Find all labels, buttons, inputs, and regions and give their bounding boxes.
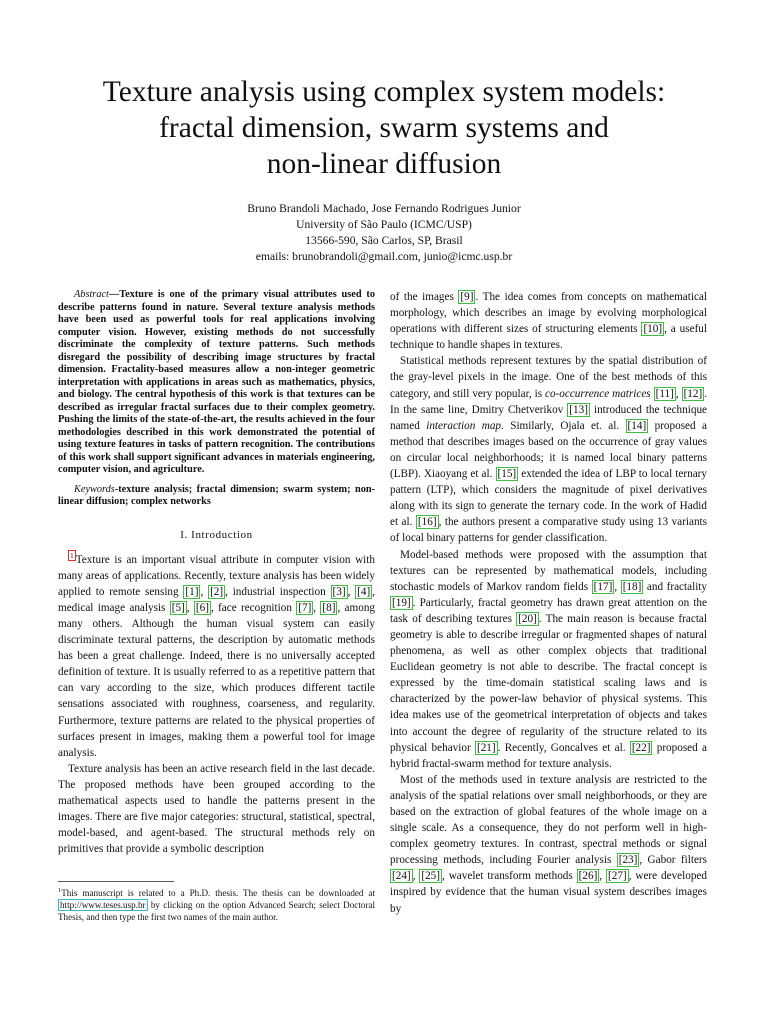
footnote-text: by clicking on the option Advanced Search; select Doctoral Thesis, and then type the first two names of the main author. (58, 899, 375, 922)
right-column (390, 289, 707, 917)
citation-link[interactable]: [21] (476, 741, 496, 754)
citation-link[interactable]: [4] (357, 585, 371, 598)
address: 13566-590, São Carlos, SP, Brasil (305, 234, 463, 247)
keywords (58, 484, 375, 509)
body-text: . Similarly, Ojala et. al. (501, 419, 626, 432)
body-text: , (614, 580, 621, 593)
citation-link[interactable]: [1] (185, 585, 199, 598)
emails: emails: brunobrandoli@gmail.com, junio@icmc.usp.br (255, 250, 513, 263)
body-text: , medical image analysis (58, 585, 376, 614)
body-text: , (200, 585, 209, 598)
body-text: of the images (390, 291, 459, 303)
citation-link[interactable]: [13] (569, 403, 588, 416)
body-text: . Recently, Goncalves et al. (497, 741, 630, 754)
thesis-url-link[interactable]: http://www.teses.usp.br (60, 899, 146, 910)
author-names: Bruno Brandoli Machado, Jose Fernando Rodrigues Junior (247, 202, 521, 215)
body-text: . The idea comes from concepts on mathematical morphology, which describes an image by evolving morphological operations with different sizes of structuring elements (390, 291, 707, 336)
abstract-text: —Texture is one of the primary visual attributes used to describe patterns found in nature. Several texture analysis methods have been used as powerful tools for real applications involving computer vision. However, existing methods do not successfully discriminate the complexity of texture patterns. Such methods disregard the possibility of describing image structures by fractal dimension. Fractality-based measures allow a non-integer geometric interpretation with applications in areas such as mathematics, physics, and biology. The central hypothesis of this work is that textures can be described as irregular fractal surfaces due to their complex geometry. Pushing the limits of the state-of-the-art, the results achieved in the four methodologies described in this work demonstrated the potential of using texture features in tasks of pattern recognition. The contributions of this work shall support significant advances in materials engineering, computer vision, and agriculture. (58, 289, 375, 475)
body-paragraph (390, 772, 707, 917)
title-line: non-linear diffusion (266, 148, 502, 180)
citation-link[interactable]: [11] (655, 387, 674, 400)
citation-link[interactable]: [10] (643, 323, 663, 336)
citation-link[interactable]: [15] (497, 468, 517, 481)
body-text: Model-based methods were proposed with the assumption that textures can be represented by mathematical models, including stochastic models of Markov random fields (390, 548, 707, 593)
citation-link[interactable]: [16] (417, 516, 437, 529)
body-text: Most of the methods used in texture analysis are restricted to the analysis of the spatial relations over small neighborhoods, or they are based on the extraction of global features of the whole image on a single scale. As a consequence, they do not perform well in high-complex geometry textures. In contrast, spectral methods or signal processing methods, including Fourier analysis (390, 773, 707, 867)
footnote-rule (58, 881, 174, 882)
body-text: proposed a method that describes images based on the occurrence of gray values on circular local neighborhoods; it is named local binary patterns (LBP). Xiaoyang et al. (390, 419, 707, 481)
keywords-text: -texture analysis; fractal dimension; swarm system; non-linear diffusion; complex networks (58, 483, 375, 507)
citation-link[interactable]: [2] (210, 585, 224, 598)
body-text: Texture is an important visual attribute in computer vision with many areas of applications. Recently, texture analysis has been widely applied to remote sensing (58, 553, 375, 598)
citation-link[interactable]: [18] (622, 580, 642, 593)
footnote-link[interactable]: 1 (70, 550, 74, 560)
body-text: , (186, 601, 194, 614)
footnote-text: This manuscript is related to a Ph.D. thesis. The thesis can be downloaded at (61, 888, 375, 898)
citation-link[interactable]: [24] (392, 870, 411, 883)
body-text: . In the same line, Dmitry Chetverikov (390, 387, 707, 416)
body-text: , the authors present a comparative study using 13 variants of local binary patterns for gender classification. (390, 516, 707, 545)
body-text: , industrial inspection (225, 585, 331, 598)
body-paragraph (390, 289, 707, 353)
body-text: , were developed inspired by evidence that the human visual system describes images by (390, 870, 707, 915)
body-text: , (675, 387, 682, 400)
body-paragraph (390, 353, 707, 546)
citation-link[interactable]: [22] (631, 741, 651, 754)
left-column (58, 289, 375, 857)
citation-link[interactable]: [14] (627, 419, 647, 432)
abstract-label: Abstract (74, 289, 109, 300)
citation-link[interactable]: [19] (392, 596, 411, 609)
citation-link[interactable]: [6] (195, 601, 209, 614)
citation-link[interactable]: [27] (608, 870, 627, 883)
body-text: extended the idea of LBP to local ternary pattern (LTP), which considers the magnitude of pixel derivatives along with its sign to generate the ternary code. In the work of Hadid et al. (390, 468, 707, 529)
body-text: , face recognition (210, 601, 297, 614)
author-block (40, 201, 728, 265)
body-text: introduced the technique named (390, 403, 707, 432)
keywords-label: Keywords (74, 483, 115, 495)
body-paragraph: Texture analysis has been an active research field in the last decade. The proposed methods have been grouped according to the mathematical aspects used to handle the patterns present in the images. There are five major categories: structural, statistical, spectral, model-based, and agent-based. The structural methods rely on primitives that provide a symbolic description (58, 762, 375, 856)
citation-link[interactable]: [7] (298, 601, 312, 614)
paper-title (40, 74, 728, 182)
citation-link[interactable]: [5] (171, 601, 185, 614)
citation-link[interactable]: [23] (618, 854, 638, 867)
emphasized-term: interaction map (426, 419, 502, 432)
affiliation: University of São Paulo (ICMC/USP) (296, 218, 472, 231)
abstract (58, 289, 375, 477)
citation-link[interactable]: [9] (460, 291, 474, 303)
body-paragraph (390, 547, 707, 772)
body-text: , among many others. Although the human visual system can easily discriminate textural patterns, the description by automatic methods has been a great challenge. Indeed, there is no universally accepted definition of texture. It is usually referred to as a repetitive pattern that can vary according to the size, which produces different tactile sensations associated with roughness, coarseness, and regularity. Furthermore, texture patterns are related to the physical properties of surfaces present in images, making them a powerful tool for image analysis. (58, 601, 376, 759)
section-heading: I. Introduction (180, 528, 253, 541)
body-text: , wavelet transform methods (442, 870, 577, 883)
body-text: , a useful technique to handle shapes in textures. (390, 323, 707, 352)
footnote-mark: 1 (58, 886, 62, 894)
title-line: Texture analysis using complex system models: (102, 76, 666, 108)
citation-link[interactable]: [25] (421, 870, 440, 883)
citation-link[interactable]: [26] (578, 870, 598, 883)
body-text: , (313, 601, 321, 614)
emphasized-term: co-occurrence matrices (545, 387, 651, 400)
body-text: , (347, 585, 356, 598)
body-text: , (412, 870, 420, 883)
citation-link[interactable]: [8] (322, 601, 336, 614)
body-paragraph (58, 552, 375, 761)
title-line: fractal dimension, swarm systems and (159, 112, 609, 144)
body-text: . The main reason is because fractal geometry is able to describe irregular or fragmented shapes of natural phenomena, as well as other complex objects that traditional Euclidean geometry is not able to describe. The fractal concept is expressed by the time-domain statistical scaling laws and is characterized by the power-law behavior of physical systems. This idea makes use of the geometrical interpretation of objects and takes into account the degree of regularity of the structure related to its physical behavior (390, 612, 707, 754)
footnote (58, 888, 375, 923)
body-text: , (599, 870, 607, 883)
body-text: Statistical methods represent textures by the spatial distribution of the gray-level pixels in the image. One of the best methods of this category, and still very popular, is (390, 355, 707, 400)
body-text: , Gabor filters (639, 854, 707, 867)
citation-link[interactable]: [20] (518, 612, 537, 625)
citation-link[interactable]: [17] (593, 580, 613, 593)
citation-link[interactable]: [3] (332, 585, 346, 598)
citation-link[interactable]: [12] (683, 387, 703, 400)
body-text: and fractality (643, 580, 708, 593)
body-text: . Particularly, fractal geometry has drawn great attention on the task of describing textures (390, 596, 707, 625)
body-text: proposed a hybrid fractal-swarm method for texture analysis. (390, 741, 707, 770)
